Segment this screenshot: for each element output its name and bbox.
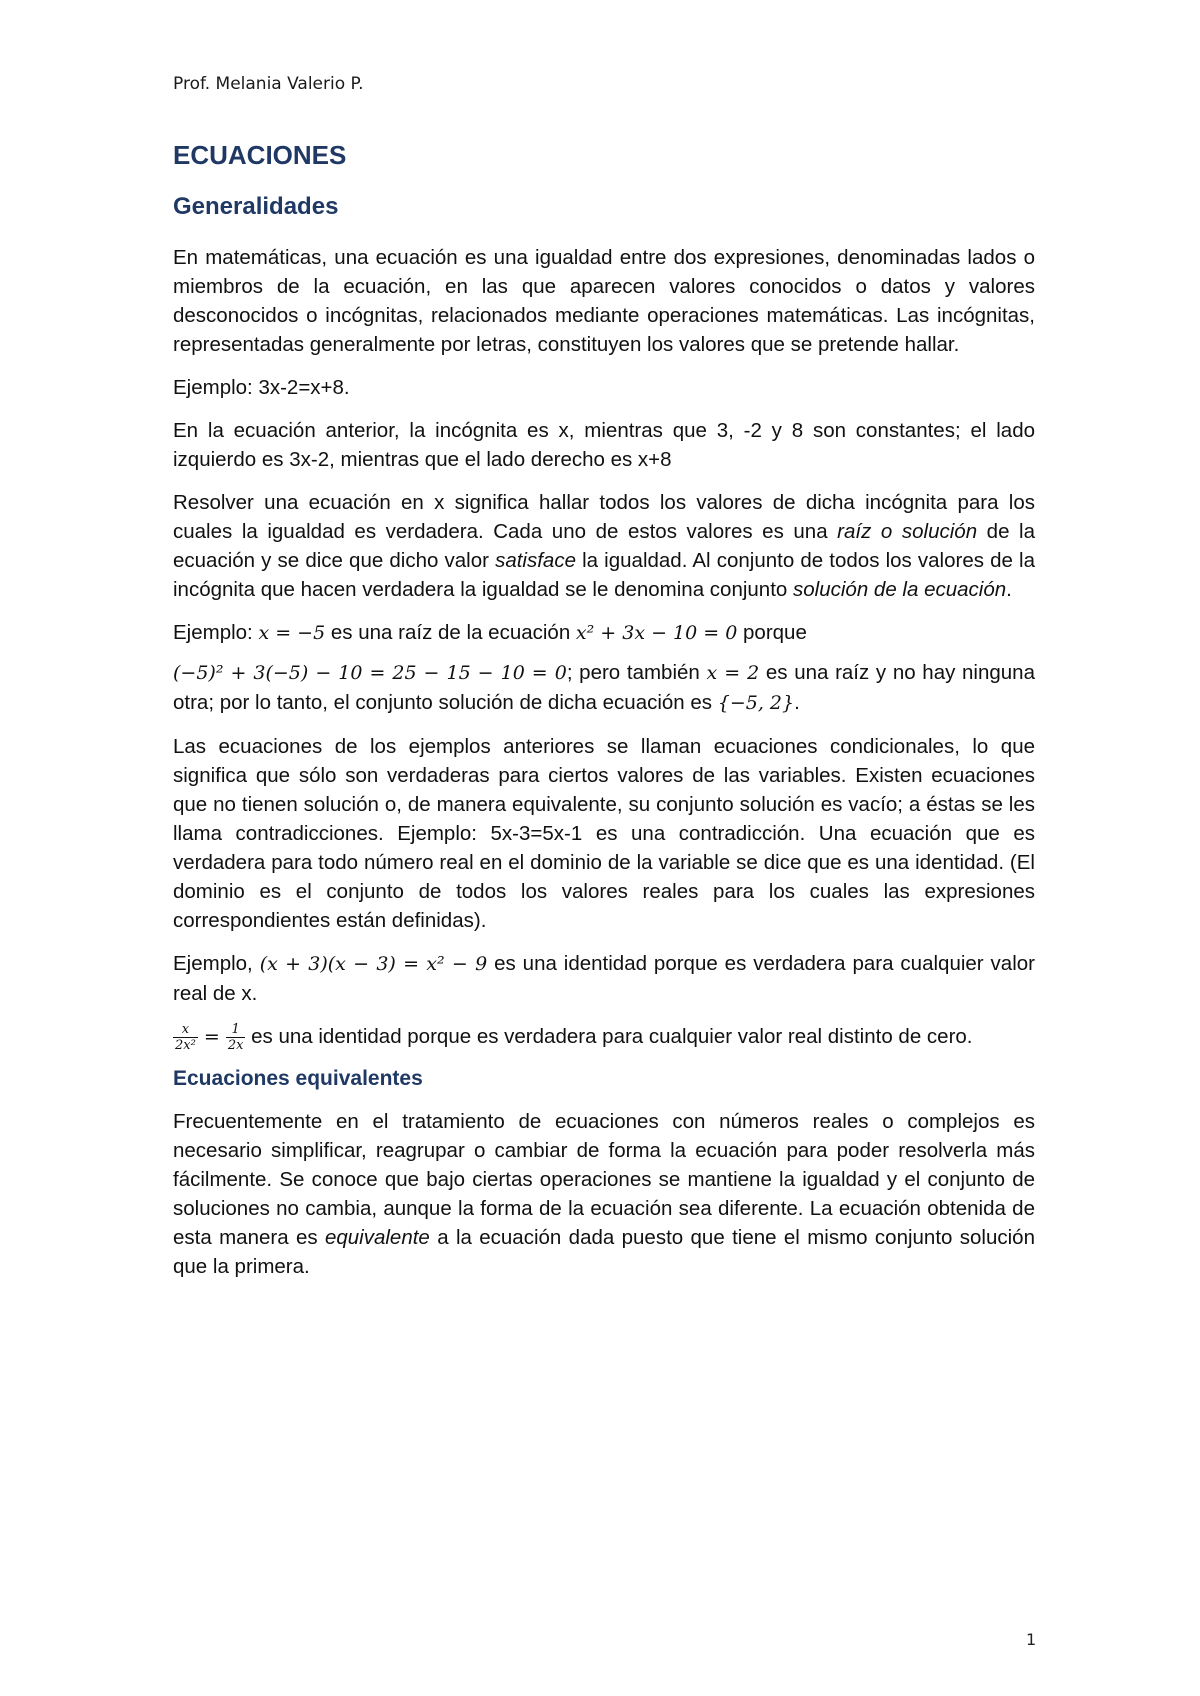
math-fraction: $\frac{1}{2x}$ [227,1022,244,1054]
paragraph-root-verification: (−5)² + 3(−5) − 10 = 25 − 15 − 10 = 0; pero también x = 2 es una raíz y no hay ninguna otra; por lo tanto, el conjunto solución de dicha ecuación es {−5, 2}. [173,661,1035,714]
page-header-author: Prof. Melania Valerio P. [173,74,364,94]
subsection-heading: Ecuaciones equivalentes [173,1067,423,1091]
page-number: 1 [1026,1630,1037,1649]
paragraph-equation-types: Las ecuaciones de los ejemplos anteriores se llaman ecuaciones condicionales, lo que significa que sólo son verdaderas para ciertos valores de las variables. Existen ecuaciones que no tienen solución o, de manera equivalente, su conjunto solución es vacío; a éstas se les llama contradicciones. Ejemplo: 5x-3=5x-1 es una contradicción. Una ecuación que es verdadera para todo número real en el dominio de la variable se dice que es una identidad. (El dominio es el conjunto de todos los valores reales para los cuales las expresiones correspondientes están definidas). [173,735,1035,932]
paragraph-identity-example: Ejemplo, (x + 3)(x − 3) = x² − 9 es una identidad porque es verdadera para cualquier valor real de x. [173,952,1035,1005]
paragraph-equivalent-equations: Frecuentemente en el tratamiento de ecuaciones con números reales o complejos es necesario simplificar, reagrupar o cambiar de forma la ecuación para poder resolverla más fácilmente. Se conoce que bajo ciertas operaciones se mantiene la igualdad y el conjunto de soluciones no cambia, aunque la forma de la ecuación sea diferente. La ecuación obtenida de esta manera es equivalente a la ecuación dada puesto que tiene el mismo conjunto solución que la primera. [173,1110,1035,1279]
paragraph-solve-definition: Resolver una ecuación en x significa hallar todos los valores de dicha incógnita para los cuales la igualdad es verdadera. Cada uno de estos valores es una raíz o solución de la ecuación y se dice que dicho valor satisface la igualdad. Al conjunto de todos los valores de la incógnita que hacen verdadera la igualdad se le denomina conjunto solución de la ecuación. [173,491,1036,601]
section-heading: Generalidades [173,193,339,220]
math-expression: (−5)² + 3(−5) − 10 = 25 − 15 − 10 = 0 [173,662,567,684]
math-expression: x² + 3x − 10 = 0 [575,622,738,644]
math-expression: (x + 3)(x − 3) = x² − 9 [259,953,488,975]
paragraph-fraction-identity: $\frac{x}{\text{2x²}}$ = $\frac{1}{2x}$ es una identidad porque es verdadera para cualquier valor real distinto de cero. [175,1022,973,1054]
math-fraction: $\frac{x}{\text{2x²}}$ [175,1022,196,1054]
math-expression: x = −5 [258,622,326,644]
document-title: ECUACIONES [173,140,347,170]
paragraph-example-1: Ejemplo: 3x-2=x+8. [173,376,350,399]
paragraph-unknown-explanation: En la ecuación anterior, la incógnita es x, mientras que 3, -2 y 8 son constantes; el lado izquierdo es 3x-2, mientras que el lado derecho es x+8 [173,419,1035,471]
paragraph-root-example: Ejemplo: x = −5 es una raíz de la ecuación x² + 3x − 10 = 0 porque [173,621,807,644]
paragraph-definition: En matemáticas, una ecuación es una igualdad entre dos expresiones, denominadas lados o miembros de la ecuación, en las que aparecen valores conocidos o datos y valores desconocidos o incógnitas, relacionados mediante operaciones matemáticas. Las incógnitas, representadas generalmente por letras, constituyen los valores que se pretende hallar. [173,246,1035,356]
document-body [173,140,1035,1295]
math-expression: x = 2 [706,662,760,684]
math-expression: {−5, 2} [717,692,795,714]
